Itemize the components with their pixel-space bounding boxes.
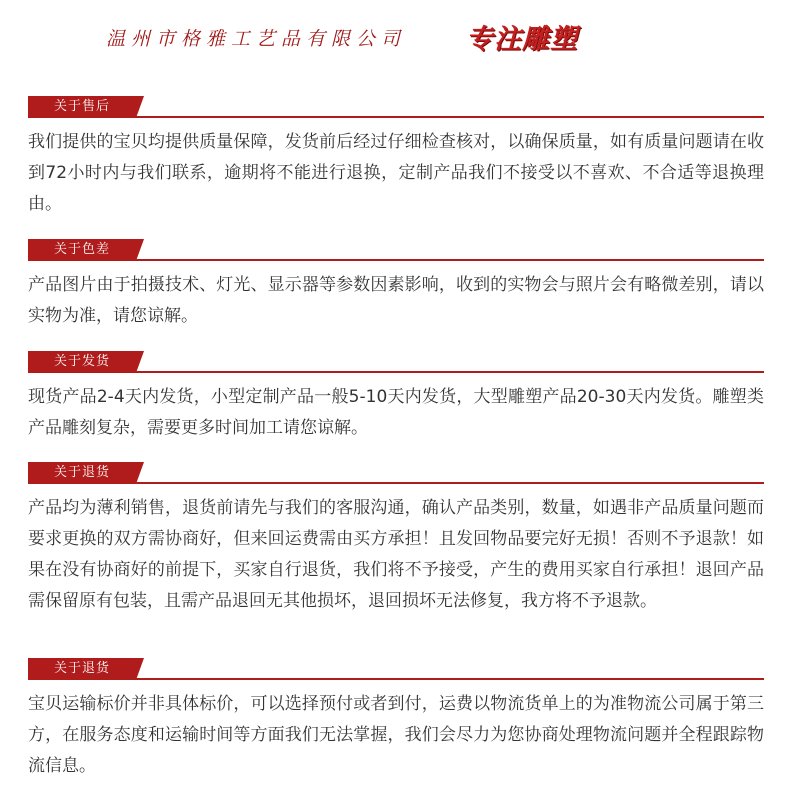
section-header <box>28 351 764 373</box>
section-body: 产品图片由于拍摄技术、灯光、显示器等参数因素影响，收到的实物会与照片会有略微差别，请以实物为准，请您谅解。 <box>28 275 764 326</box>
company-name: 温州市格雅工艺品有限公司 <box>106 28 407 50</box>
section-body: 宝贝运输标价并非具体标价，可以选择预付或者到付，运费以物流货单上的为准物流公司属于第三方，在服务态度和运输时间等方面我们无法掌握，我们会尽力为您协商处理物流问题并全程跟踪物流信息。 <box>28 694 764 776</box>
section-header <box>28 96 764 118</box>
section-header <box>28 462 764 484</box>
section-title: 关于售后 <box>28 96 136 118</box>
section-shipping <box>28 351 764 444</box>
page-header <box>0 0 800 70</box>
section-body: 现货产品2-4天内发货，小型定制产品一般5-10天内发货，大型雕塑产品20-30天内发货。雕塑类产品雕刻复杂，需要更多时间加工请您谅解。 <box>28 387 764 438</box>
slogan: 专注雕塑 <box>466 24 578 55</box>
section-logistics <box>28 658 764 782</box>
section-body: 产品均为薄利销售，退货前请先与我们的客服沟通，确认产品类别，数量，如遇非产品质量问题而要求更换的双方需协商好，但来回运费需由买方承担！且发回物品要完好无损！否则不予退款！如果在没有协商好的前提下，买家自行退货，我们将不予接受，产生的费用买家自行承担！退回产品需保留原有包装，且需产品退回无其他损坏，退回损坏无法修复，我方将不予退款。 <box>28 498 764 611</box>
section-returns <box>28 462 764 617</box>
section-title: 关于色差 <box>28 239 136 261</box>
section-header <box>28 239 764 261</box>
section-color-difference <box>28 239 764 332</box>
section-header <box>28 658 764 680</box>
section-title: 关于退货 <box>28 658 136 680</box>
section-body: 我们提供的宝贝均提供质量保障，发货前后经过仔细检查核对，以确保质量，如有质量问题请在收到72小时内与我们联系，逾期将不能进行退换，定制产品我们不接受以不喜欢、不合适等退换理由。 <box>28 132 764 214</box>
section-title: 关于发货 <box>28 351 136 373</box>
section-title: 关于退货 <box>28 462 136 484</box>
section-after-sales <box>28 96 764 220</box>
